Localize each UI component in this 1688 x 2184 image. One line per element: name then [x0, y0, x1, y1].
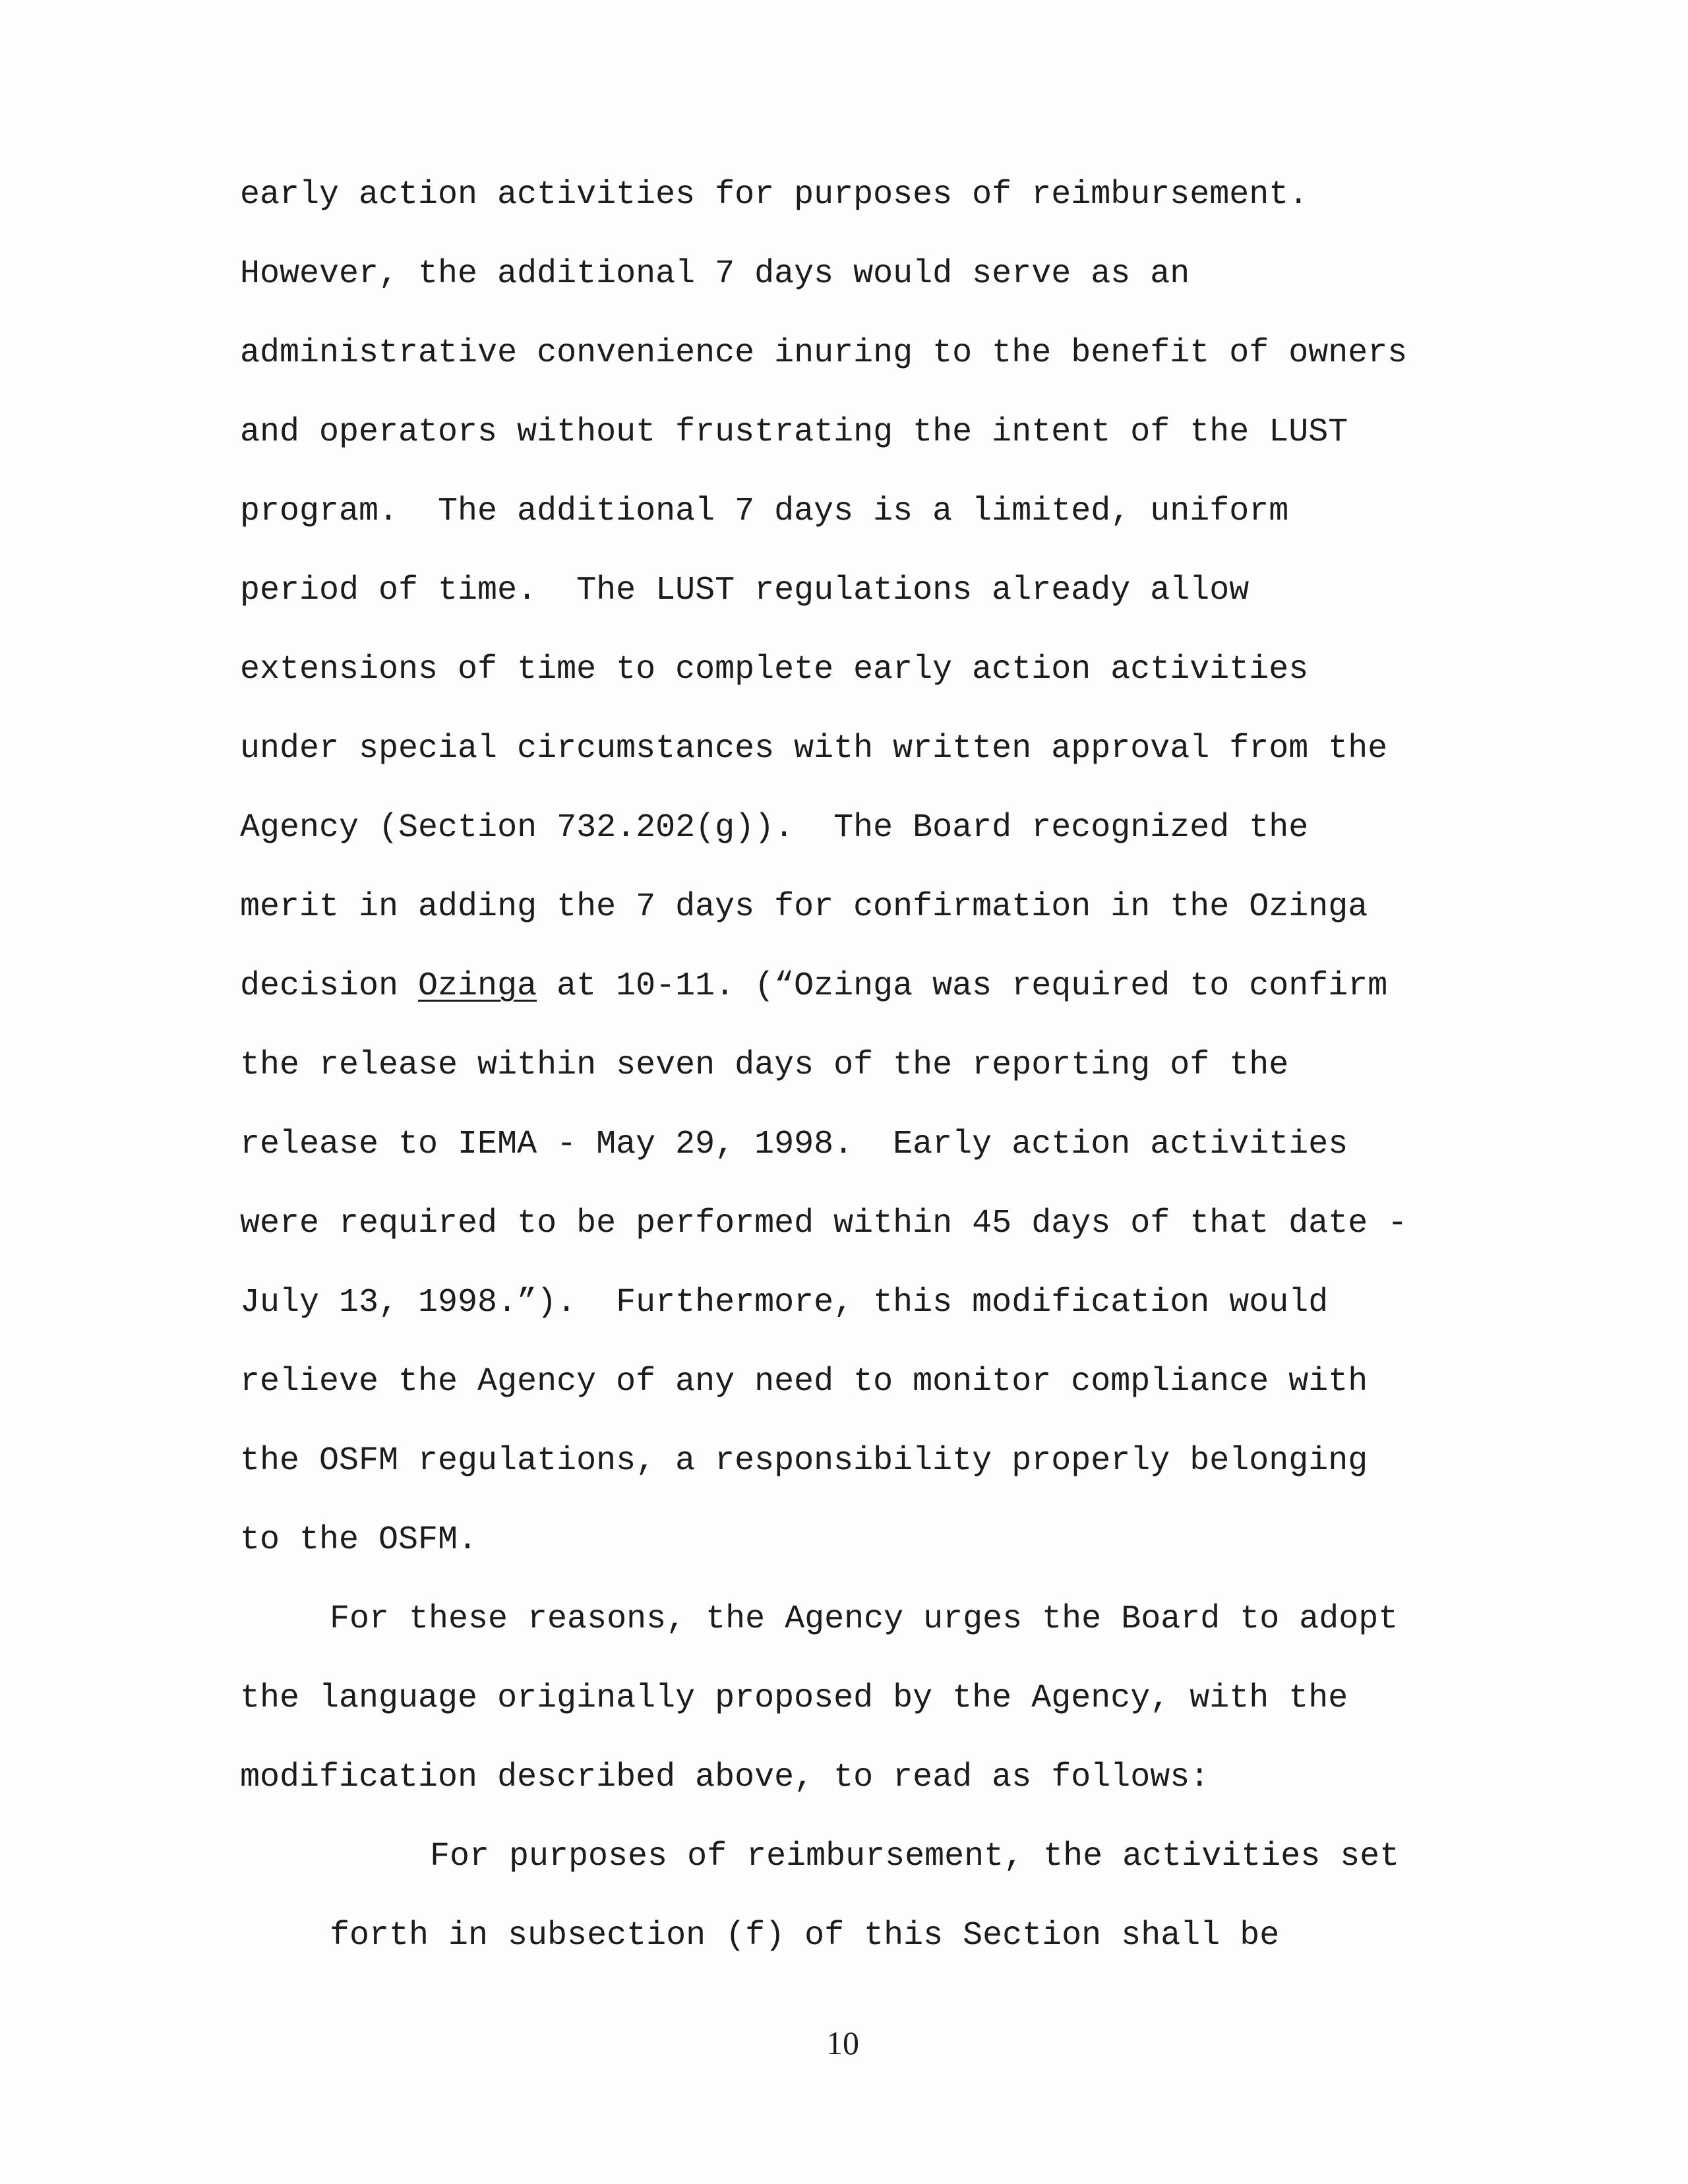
text-line: the OSFM regulations, a responsibility properly belonging — [240, 1442, 1368, 1480]
text-line: merit in adding the 7 days for confirmation in the Ozinga — [240, 888, 1368, 926]
text-line: July 13, 1998.”). Furthermore, this modification would — [240, 1284, 1329, 1321]
block-quote-first-line: For purposes of reimbursement, the activities set — [430, 1838, 1400, 1875]
page-number: 10 — [826, 2024, 859, 2061]
text-line: program. The additional 7 days is a limited, uniform — [240, 493, 1289, 530]
text-line: and operators without frustrating the intent of the LUST — [240, 413, 1348, 451]
text-line: modification described above, to read as follows: — [240, 1759, 1210, 1796]
text-line: were required to be performed within 45 days of that date - — [240, 1205, 1408, 1242]
text-line: relieve the Agency of any need to monitor compliance with — [240, 1363, 1368, 1401]
text-line: under special circumstances with written approval from the — [240, 730, 1388, 768]
text-line: However, the additional 7 days would serve as an — [240, 255, 1190, 293]
text-line: to the OSFM. — [240, 1521, 478, 1559]
text-segment: decision — [240, 967, 419, 1005]
text-line: release to IEMA - May 29, 1998. Early action activities — [240, 1126, 1348, 1163]
text-line-with-citation — [240, 967, 1387, 1006]
case-citation: Ozinga — [418, 967, 537, 1005]
text-line: administrative convenience inuring to the benefit of owners — [240, 334, 1408, 372]
block-quote-line: forth in subsection (f) of this Section shall be — [330, 1917, 1280, 1955]
text-line: extensions of time to complete early action activities — [240, 651, 1309, 688]
text-line: early action activities for purposes of reimbursement. — [240, 176, 1309, 214]
text-line: the release within seven days of the reporting of the — [240, 1046, 1289, 1084]
paragraph-first-line: For these reasons, the Agency urges the Board to adopt — [330, 1600, 1399, 1638]
text-line: period of time. The LUST regulations already allow — [240, 572, 1250, 609]
text-line: the language originally proposed by the Agency, with the — [240, 1680, 1348, 1717]
text-segment: at 10-11. (“Ozinga was required to confirm — [537, 967, 1388, 1005]
text-line: Agency (Section 732.202(g)). The Board recognized the — [240, 809, 1309, 847]
